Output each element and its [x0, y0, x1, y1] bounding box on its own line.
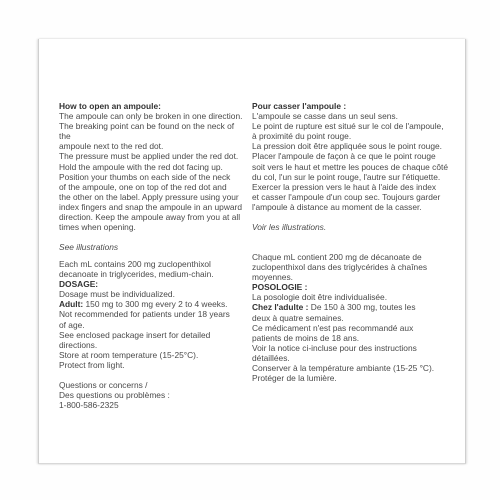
open-heading-fr: Pour casser l'ampoule :: [252, 101, 347, 111]
open-instructions-fr: [252, 101, 448, 232]
open-heading-en: How to open an ampoule:: [59, 101, 161, 111]
open-line: The pressure must be applied under the red dot.: [59, 151, 239, 162]
info-line: détaillées.: [252, 352, 290, 363]
info-line: patients de moins de 18 ans.: [252, 332, 360, 343]
open-line: du col, l'un sur le point rouge, l'autre sur l'étiquette.: [252, 171, 441, 182]
open-line: of the ampoule, one on top of the red dot and: [59, 181, 227, 192]
dosage-heading-fr: POSOLOGIE :: [252, 282, 308, 293]
open-line: index fingers and snap the ampoule in an upward: [59, 201, 242, 212]
open-line: the other on the label. Apply pressure using your: [59, 191, 239, 202]
open-line: et casser l'ampoule d'un coup sec. Toujours garder: [252, 191, 441, 202]
see-illustrations-fr: Voir les illustrations.: [252, 222, 327, 233]
info-line: Protect from light.: [59, 359, 125, 370]
info-line: Conserver à la température ambiante (15-25 °C).: [252, 363, 435, 374]
phone-number: 1-800-586-2325: [59, 400, 119, 411]
see-illustrations-en: See illustrations: [59, 242, 119, 253]
open-line: The breaking point can be found on the neck of the: [59, 121, 235, 142]
open-line: times when opening.: [59, 222, 136, 233]
open-line: ampoule next to the red dot.: [59, 141, 164, 152]
contains-line: Each mL contains 200 mg zuclopenthixol: [59, 259, 211, 269]
info-line: directions.: [59, 339, 98, 350]
contains-line: decanoate in triglycerides, medium-chain.: [59, 269, 214, 280]
contains-line: moyennes.: [252, 272, 293, 283]
open-line: à proximité du point rouge.: [252, 131, 352, 142]
adult-label-fr: Chez l'adulte :: [252, 302, 309, 313]
product-info-fr: [252, 252, 448, 383]
contains-line: Chaque mL contient 200 mg de décanoate de: [252, 252, 422, 262]
info-line: Store at room temperature (15-25°C).: [59, 349, 199, 360]
open-line: La pression doit être appliquée sous le point rouge.: [252, 141, 442, 152]
info-line: Voir la notice ci-incluse pour des instructions: [252, 342, 417, 353]
open-line: L'ampoule se casse dans un seul sens.: [252, 111, 398, 122]
questions-line: Des questions ou problèmes :: [59, 390, 170, 401]
open-instructions-en: [59, 101, 243, 252]
info-line: of age.: [59, 319, 85, 330]
open-line: l'ampoule à distance au moment de la casser.: [252, 201, 422, 212]
open-line: direction. Keep the ampoule away from you at all: [59, 212, 241, 223]
info-line: See enclosed package insert for detailed: [59, 329, 211, 340]
adult-text-fr: De 150 à 300 mg, toutes les: [308, 302, 416, 313]
open-line: Position your thumbs on each side of the neck: [59, 171, 231, 182]
adult-text-en: 150 mg to 300 mg every 2 to 4 weeks.: [83, 299, 228, 310]
open-line: Hold the ampoule with the red dot facing up.: [59, 161, 223, 172]
dosage-line-fr: La posologie doit être individualisée.: [252, 292, 388, 303]
open-line: soit vers le haut et mettre les pouces de chaque côté: [252, 161, 448, 172]
open-line: The ampoule can only be broken in one direction.: [59, 111, 243, 122]
adult-dose-fr: [252, 302, 448, 312]
contains-line: zuclopenthixol dans des triglycérides à chaînes: [252, 262, 428, 273]
info-line: Ce médicament n'est pas recommandé aux: [252, 322, 414, 333]
product-info-en: [59, 259, 243, 410]
adult-label-en: Adult:: [59, 299, 84, 310]
questions-line: Questions or concerns /: [59, 380, 148, 391]
info-line: Not recommended for patients under 18 years: [59, 309, 230, 320]
open-line: Exercer la pression vers le haut à l'aide des index: [252, 181, 437, 192]
dosage-heading-en: DOSAGE:: [59, 279, 99, 290]
adult-dose-en: [59, 299, 243, 309]
open-line: Le point de rupture est situé sur le col de l'ampoule,: [252, 121, 444, 132]
info-line: Protéger de la lumière.: [252, 373, 337, 384]
dosage-line-en: Dosage must be individualized.: [59, 289, 175, 300]
info-line: deux à quatre semaines.: [252, 312, 344, 323]
open-line: Placer l'ampoule de façon à ce que le point rouge: [252, 151, 436, 162]
